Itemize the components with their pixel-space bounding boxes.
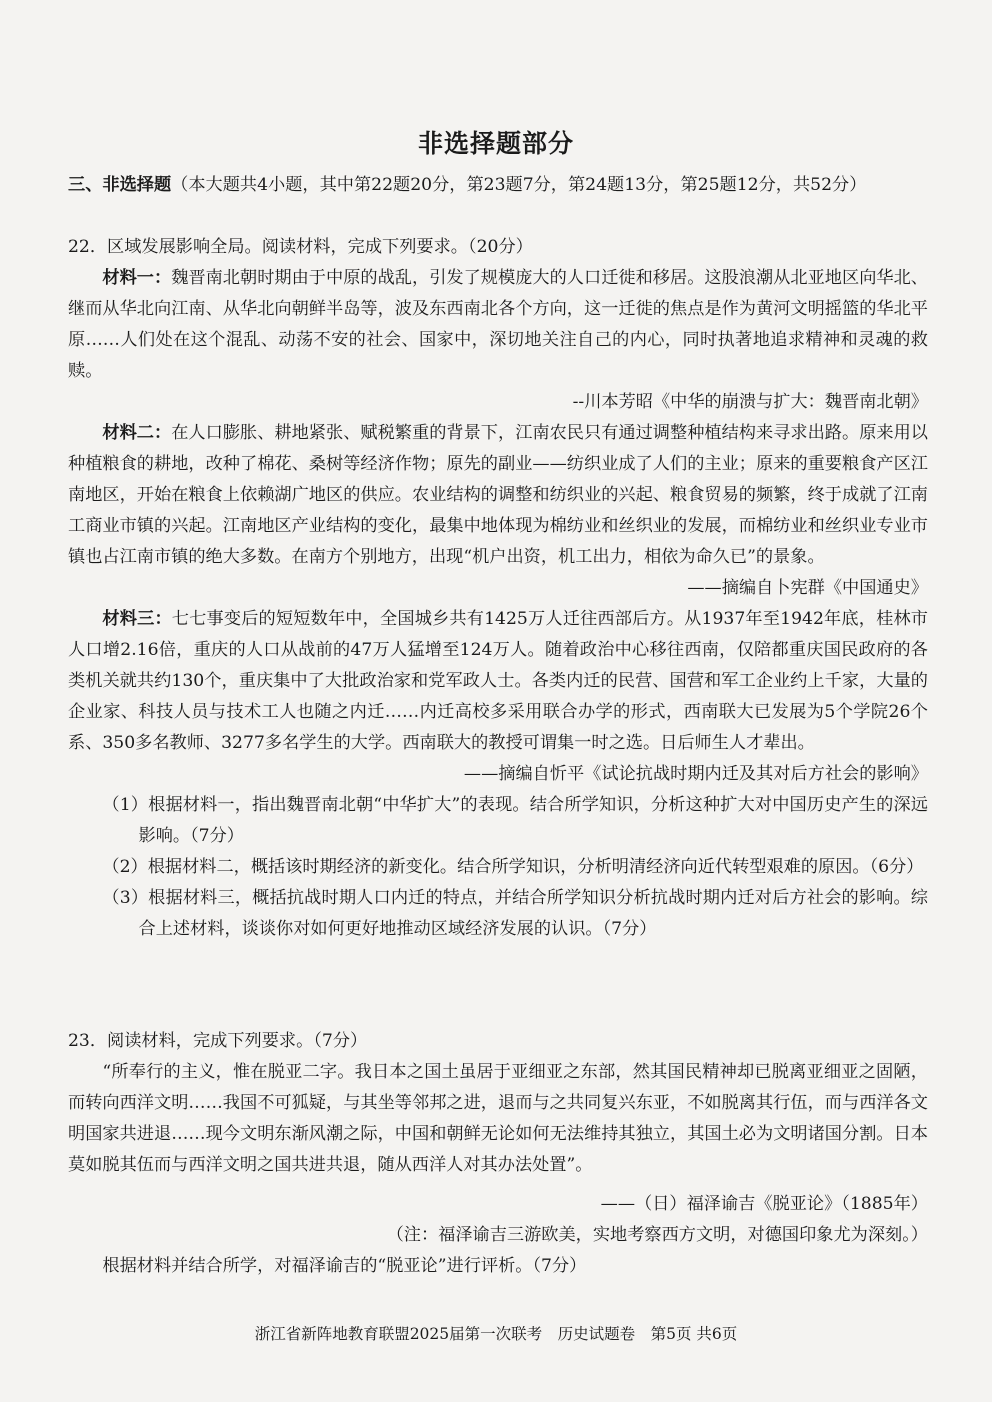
page-title: 非选择题部分 (417, 129, 574, 158)
section-intro (68, 170, 928, 201)
q22-stem: 22．区域发展影响全局。阅读材料，完成下列要求。（20分） (68, 237, 533, 257)
q23-task: 根据材料并结合所学，对福泽谕吉的“脱亚论”进行评析。（7分） (102, 1256, 587, 1276)
section-heading-line (68, 170, 928, 201)
q22-m1-source: --川本芳昭《中华的崩溃与扩大：魏晋南北朝》 (572, 392, 928, 412)
section-desc: （本大题共4小题，其中第22题20分，第23题7分，第24题13分，第25题12分，共52分） (171, 175, 867, 195)
q22-material-3 (68, 604, 928, 759)
q22-sub-2: （2）根据材料二，概括该时期经济的新变化。结合所学知识，分析明清经济向近代转型艰难的原因。（6分） (102, 857, 924, 877)
q22-m2-text: 在人口膨胀、耕地紧张、赋税繁重的背景下，江南农民只有通过调整种植结构来寻求出路。原来用以种植粮食的耕地，改种了棉花、桑树等经济作物；原先的副业——纺织业成了人们的主业；原来的重要粮食产区江南地区，开始在粮食上依赖湖广地区的供应。农业结构的调整和纺织业的兴起、粮食贸易的频繁，终于成就了江南工商业市镇的兴起。江南地区产业结构的变化，最集中地体现为棉纺业和丝织业的发展，而棉纺业和丝织业专业市镇也占江南市镇的绝大多数。在南方个别地方，出现“机户出资，机工出力，相依为命久已”的景象。 (68, 423, 928, 567)
q22-sub-1: （1）根据材料一，指出魏晋南北朝“中华扩大”的表现。结合所学知识，分析这种扩大对中国历史产生的深远影响。（7分） (102, 795, 928, 846)
question-22 (68, 232, 928, 945)
question-23 (68, 1026, 928, 1282)
q23-stem: 23．阅读材料，完成下列要求。（7分） (68, 1031, 368, 1051)
q22-material-2 (68, 418, 928, 573)
q22-m1-text: 魏晋南北朝时期由于中原的战乱，引发了规模庞大的人口迁徙和移居。这股浪潮从北亚地区向华北、继而从华北向江南、从华北向朝鲜半岛等，波及东西南北各个方向，这一迁徙的焦点是作为黄河文明摇篮的华北平原……人们处在这个混乱、动荡不安的社会、国家中，深切地关注自己的内心，同时执著地追求精神和灵魂的救赎。 (68, 268, 928, 381)
q22-sub-3: （3）根据材料三，概括抗战时期人口内迁的特点，并结合所学知识分析抗战时期内迁对后方社会的影响。综合上述材料，谈谈你对如何更好地推动区域经济发展的认识。（7分） (102, 888, 928, 939)
q22-m3-source: ——摘编自忻平《试论抗战时期内迁及其对后方社会的影响》 (463, 764, 928, 784)
q23-quote: “所奉行的主义，惟在脱亚二字。我日本之国土虽居于亚细亚之东部，然其国民精神却已脱离亚细亚之固陋，而转向西洋文明……我国不可狐疑，与其坐等邻邦之进，退而与之共同复兴东亚，不如脱离其行伍，而与西洋各文明国家共进退……现今文明东渐风潮之际，中国和朝鲜无论如何无法维持其独立，其国土必为文明诸国分割。日本莫如脱其伍而与西洋文明之国共进共退，随从西洋人对其办法处置”。 (68, 1062, 928, 1175)
q23-source: ——（日）福泽谕吉《脱亚论》（1885年） (600, 1194, 928, 1214)
q22-m1-label: 材料一： (102, 268, 172, 288)
q22-m3-label: 材料三： (102, 609, 172, 629)
q23-note: （注：福泽谕吉三游欧美，实地考察西方文明，对德国印象尤为深刻。） (386, 1225, 928, 1245)
q22-m3-text: 七七事变后的短短数年中，全国城乡共有1425万人迁往西部后方。从1937年至1942年底，桂林市人口增2.16倍，重庆的人口从战前的47万人猛增至124万人。随着政治中心移往西南，仅陪都重庆国民政府的各类机关就共约130个，重庆集中了大批政治家和党军政人士。各类内迁的民营、国营和军工企业约上千家，大量的企业家、科技人员与技术工人也随之内迁……内迁高校多采用联合办学的形式，西南联大已发展为5个学院26个系、350多名教师、3277多名学生的大学。西南联大的教授可谓集一时之选。日后师生人才辈出。 (68, 609, 928, 753)
page-footer: 浙江省新阵地教育联盟2025届第一次联考 历史试题卷 第5页 共6页 (254, 1325, 738, 1343)
q22-material-1 (68, 263, 928, 387)
q22-m2-source: ——摘编自卜宪群《中国通史》 (687, 578, 928, 598)
section-heading: 三、非选择题 (68, 175, 172, 195)
q22-m2-label: 材料二： (102, 423, 172, 443)
